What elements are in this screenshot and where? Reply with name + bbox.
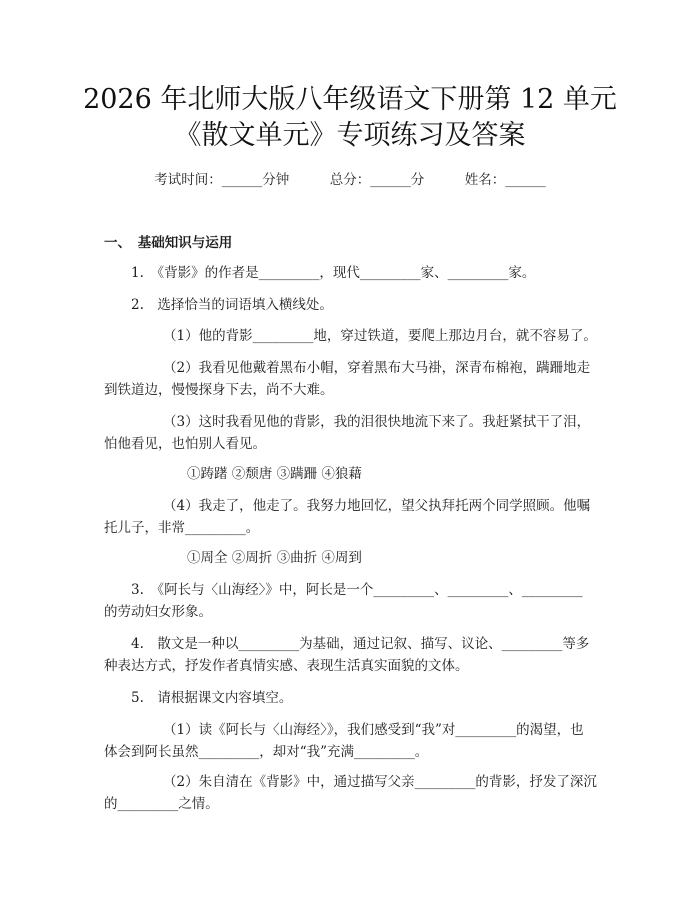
question-4-line-2: 种表达方式，抒发作者真情实感、表现生活真实面貌的文体。 xyxy=(104,658,469,674)
question-2-item-4-line-1: （4）我走了，他走了。我努力地回忆，望父执拜托两个同学照顾。他嘱 xyxy=(163,498,591,514)
question-2-options-1: ①踌躇 ②颓唐 ③蹒跚 ④狼藉 xyxy=(187,466,362,482)
document-title-line-2: 《散文单元》专项练习及答案 xyxy=(174,120,526,151)
question-2-item-2-line-2: 到铁道边，慢慢探身下去，尚不大难。 xyxy=(104,382,334,398)
question-3-line-2: 的劳动妇女形象。 xyxy=(104,604,212,620)
exam-time-field: 考试时间：______分钟 xyxy=(154,172,290,188)
question-2-item-3-line-2: 怕他看见，也怕别人看见。 xyxy=(104,436,266,452)
student-name-field: 姓名：______ xyxy=(464,172,546,188)
question-5-item-2-line-2: 的_________之情。 xyxy=(104,796,219,812)
question-5-item-1-line-2: 体会到阿长虽然_________，却对“我”充满_________。 xyxy=(104,744,429,760)
exam-meta-row xyxy=(0,168,700,188)
question-5: 5. 请根据课文内容填空。 xyxy=(131,690,293,706)
question-2-item-3-line-1: （3）这时我看见他的背影，我的泪很快地流下来了。我赶紧拭干了泪， xyxy=(163,414,591,430)
question-2-item-2-line-1: （2）我看见他戴着黑布小帽，穿着黑布大马褂，深青布棉袍，蹒跚地走 xyxy=(163,360,591,376)
question-2-options-2: ①周全 ②周折 ③曲折 ④周到 xyxy=(187,550,362,566)
question-2: 2. 选择恰当的词语填入横线处。 xyxy=(131,297,333,313)
question-3-line-1: 3. 《阿长与〈山海经〉》中，阿长是一个_________、_________、_________ xyxy=(131,582,583,598)
document-title-line-1: 2026 年北师大版八年级语文下册第 12 单元 xyxy=(83,84,617,115)
question-2-item-1: （1）他的背影_________地，穿过铁道，要爬上那边月台，就不容易了。 xyxy=(163,328,597,344)
question-5-item-2-line-1: （2）朱自清在《背影》中，通过描写父亲_________的背影，抒发了深沉 xyxy=(163,774,597,790)
total-score-field: 总分：______分 xyxy=(329,172,425,188)
question-5-item-1-line-1: （1）读《阿长与〈山海经〉》，我们感受到“我”对_________的渴望，也 xyxy=(163,722,584,738)
question-1: 1. 《背影》的作者是_________，现代_________家、_________家。 xyxy=(131,265,536,281)
question-4-line-1: 4. 散文是一种以_________为基础，通过记叙、描写、议论、_________等多 xyxy=(131,636,590,652)
question-2-item-4-line-2: 托儿子，非常_________。 xyxy=(104,520,260,536)
section-heading: 一、 基础知识与运用 xyxy=(104,235,233,251)
